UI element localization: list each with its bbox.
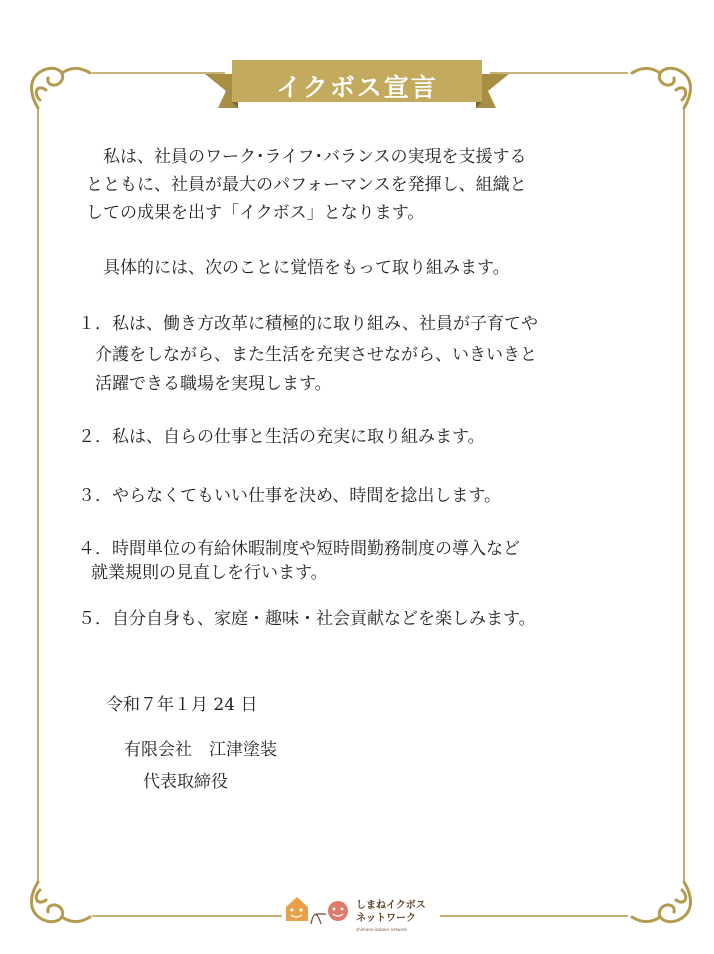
intro-line: とともに、社員が最大のパフォーマンスを発揮し、組織と <box>86 175 527 195</box>
list-item-line: １．私は、働き方改革に積極的に取り組み、社員が子育てや <box>78 314 539 334</box>
declaration-date: 令和７年１月 24 日 <box>106 695 258 715</box>
intro-line: 私は、社員のワーク･ライフ･バランスの実現を支援する <box>103 147 527 167</box>
page-title: イクボス宣言 <box>276 73 438 102</box>
list-item-line: 活躍できる職場を実現します。 <box>95 374 332 394</box>
list-item-line: ４．時間単位の有給休暇制度や短時間勤務制度の導入など <box>78 539 520 559</box>
company-name: 有限会社 江津塗装 <box>124 740 277 760</box>
signatory-position: 代表取締役 <box>143 772 228 792</box>
lead-sentence: 具体的には、次のことに覚悟をもって取り組みます。 <box>103 258 510 278</box>
logo-text-line1: しまねイクボス <box>356 900 426 911</box>
logo-face-icon <box>328 901 348 921</box>
list-item-line: 介護をしながら、また生活を充実させながら、いきいきと <box>95 345 537 365</box>
list-item-line: ５．自分自身も、家庭・趣味・社会貢献などを楽しみます。 <box>78 609 536 629</box>
logo-subtext: shimane ikuboss network <box>356 927 407 932</box>
corner-ornament-bottom-right <box>632 882 691 922</box>
logo-person-icon <box>311 914 326 924</box>
logo-text-line2: ネットワーク <box>356 913 416 924</box>
list-item-line: ２．私は、自らの仕事と生活の充実に取り組みます。 <box>78 427 485 447</box>
list-item-line: ３．やらなくてもいい仕事を決め、時間を捻出します。 <box>78 486 501 506</box>
intro-line: しての成果を出す「イクボス」となります。 <box>86 203 425 223</box>
ikuboss-logo-mark <box>286 897 348 924</box>
corner-ornament-bottom-left <box>32 882 91 922</box>
list-item-line: 就業規則の見直しを行います。 <box>91 563 328 583</box>
